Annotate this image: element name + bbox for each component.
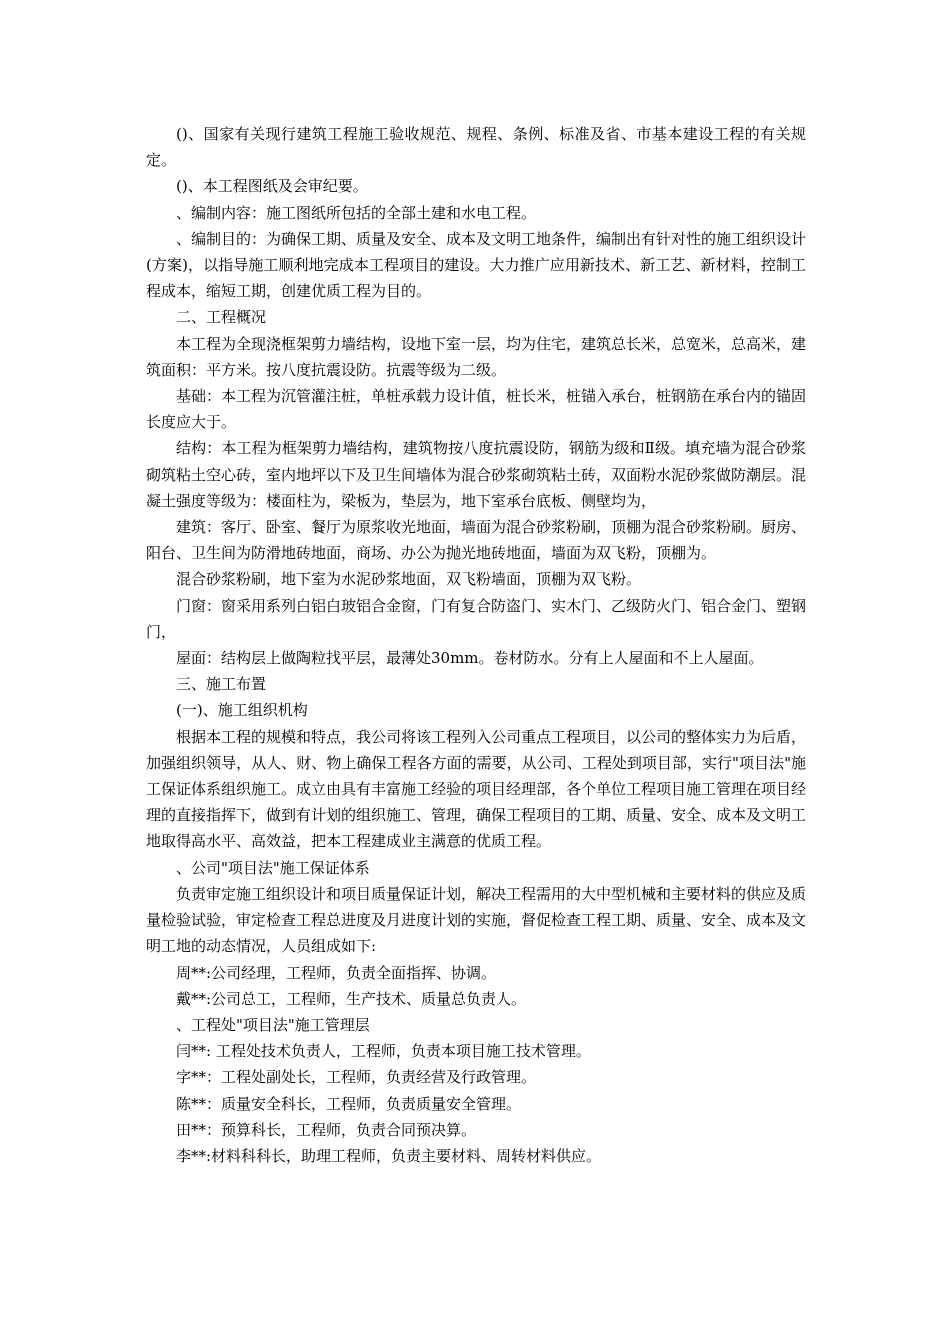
section-heading-layout: 三、施工布置	[176, 675, 267, 694]
staff-item: 周**:公司经理，工程师，负责全面指挥、协调。	[176, 963, 497, 982]
subsection-heading-company-system: 、公司"项目法"施工保证体系	[176, 858, 370, 877]
paragraph-roof: 屋面：结构层上做陶粒找平层，最薄处30mm。卷材防水。分有上人屋面和不上人屋面。	[176, 649, 764, 668]
paragraph-architecture: 建筑：客厅、卧室、餐厅为原浆收光地面，墙面为混合砂浆粉刷，顶棚为混合砂浆粉刷。厨房、阳台、卫生间为防滑地砖地面，商场、办公为抛光地砖地面，墙面为双飞粉，顶棚为。	[146, 518, 807, 563]
paragraph-organization: 根据本工程的规模和特点，我公司将该工程列入公司重点工程项目，以公司的整体实力为后盾，加强组织领导，从人、财、物上确保工程各方面的需要，从公司、工程处到项目部，实行"项目法"施工保证体系组织施工。成立由具有丰富施工经验的项目经理部，各个单位工程项目施工管理在项目经理的直接指挥下，做到有计划的组织施工、管理，确保工程项目的工期、质量、安全、成本及文明工地取得高水平、高效益，把本工程建成业主满意的优质工程。	[146, 727, 807, 851]
paragraph-basis-codes: ()、国家有关现行建筑工程施工验收规范、规程、条例、标准及省、市基本建设工程的有关规定。	[146, 125, 806, 170]
staff-item: 字**：工程处副处长，工程师，负责经营及行政管理。	[176, 1068, 537, 1087]
staff-item: 陈**：质量安全科长，工程师，负责质量安全管理。	[176, 1094, 522, 1113]
paragraph-scope: 、编制内容：施工图纸所包括的全部土建和水电工程。	[176, 203, 537, 222]
paragraph-foundation: 基础：本工程为沉管灌注桩，单桩承载力设计值，桩长米，桩锚入承台，桩钢筋在承台内的锚固长度应大于。	[146, 387, 807, 432]
subsection-heading-management: 、工程处"项目法"施工管理层	[176, 1015, 370, 1034]
paragraph-company-duties: 负责审定施工组织设计和项目质量保证计划，解决工程需用的大中型机械和主要材料的供应及质量检验试验，审定检查工程总进度及月进度计划的实施，督促检查工程工期、质量、安全、成本及文明工地的动态情况，人员组成如下:	[146, 884, 807, 956]
paragraph-overview: 本工程为全现浇框架剪力墙结构，设地下室一层，均为住宅，建筑总长米，总宽米，总高米，建筑面积：平方米。按八度抗震设防。抗震等级为二级。	[146, 334, 807, 379]
subsection-heading-organization: (一)、施工组织机构	[176, 701, 308, 720]
staff-item: 戴**:公司总工，工程师，生产技术、质量总负责人。	[176, 989, 527, 1008]
paragraph-basis-drawings: ()、本工程图纸及会审纪要。	[176, 177, 368, 196]
paragraph-structure: 结构：本工程为框架剪力墙结构，建筑物按八度抗震设防，钢筋为级和Ⅱ级。填充墙为混合砂浆砌筑粘土空心砖，室内地坪以下及卫生间墙体为混合砂浆砌筑粘土砖，双面粉水泥砂浆做防潮层。混凝土强度等级为：楼面柱为，梁板为，垫层为，地下室承台底板、侧壁均为，	[146, 439, 807, 510]
paragraph-purpose: 、编制目的：为确保工期、质量及安全、成本及文明工地条件，编制出有针对性的施工组织设计(方案)，以指导施工顺利地完成本工程项目的建设。大力推广应用新技术、新工艺、新材料，控制工程成本，缩短工期，创建优质工程为目的。	[146, 229, 807, 301]
paragraph-doors-windows: 门窗：窗采用系列白铝白玻铝合金窗，门有复合防盗门、实木门、乙级防火门、铝合金门、塑钢门，	[146, 596, 807, 641]
staff-item: 田**：预算科长，工程师，负责合同预决算。	[176, 1120, 477, 1139]
document-body	[146, 121, 806, 1169]
paragraph-plastering: 混合砂浆粉刷，地下室为水泥砂浆地面，双飞粉墙面，顶棚为双飞粉。	[176, 570, 642, 589]
staff-item: 李**:材料科科长，助理工程师，负责主要材料、周转材料供应。	[176, 1146, 602, 1165]
section-heading-overview: 二、工程概况	[176, 308, 267, 327]
staff-item: 闫**: 工程处技术负责人，工程师，负责本项目施工技术管理。	[176, 1042, 591, 1061]
